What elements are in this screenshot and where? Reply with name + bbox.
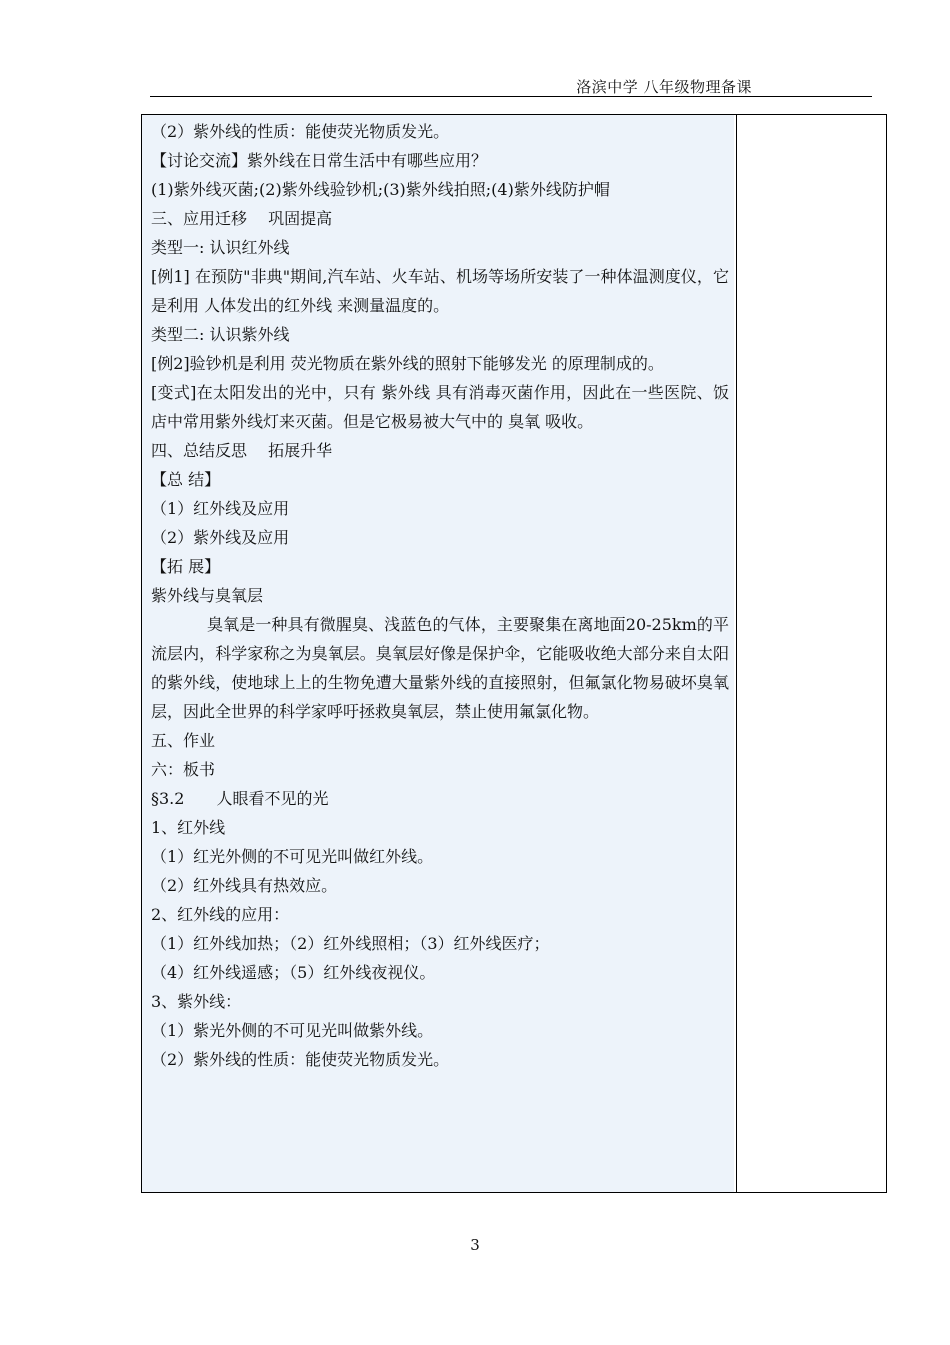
- text-line: （1）紫光外侧的不可见光叫做紫外线。: [151, 1021, 434, 1040]
- text-paragraph: (1)紫外线灭菌;(2)紫外线验钞机;(3)紫外线拍照;(4)紫外线防护帽: [151, 180, 610, 199]
- header-rule: [150, 96, 872, 97]
- text-line: 类型一: 认识红外线: [151, 238, 290, 257]
- text-line: （2）紫外线的性质：能使荧光物质发光。: [151, 122, 450, 141]
- section-heading: 五、作业: [151, 731, 216, 750]
- text-paragraph: [例1] 在预防"非典"期间,汽车站、火车站、机场等场所安装了一种体温测度仪，它是利用 人体发出的红外线 来测量温度的。: [151, 267, 729, 315]
- text-line: §3.2 人眼看不见的光: [151, 789, 329, 808]
- text-line: 紫外线与臭氧层: [151, 586, 264, 605]
- text-line: （1）红外线加热；（2）红外线照相；（3）红外线医疗；: [151, 934, 550, 953]
- text-line: （1）红外线及应用: [151, 499, 290, 518]
- text-paragraph: 臭氧是一种具有微腥臭、浅蓝色的气体，主要聚集在离地面20-25km的平流层内，科学家称之为臭氧层。臭氧层好像是保护伞，它能吸收绝大部分来自太阳的紫外线，使地球上上的生物免遭大量紫外线的直接照射，但氟氯化物易破坏臭氧层，因此全世界的科学家呼吁拯救臭氧层，禁止使用氟氯化物。: [151, 615, 729, 721]
- text-line: （4）红外线遥感；（5）红外线夜视仪。: [151, 963, 436, 982]
- lesson-content: [151, 117, 729, 1074]
- text-line: 【总 结】: [151, 470, 221, 489]
- header-title: 洛滨中学 八年级物理备课: [576, 78, 752, 96]
- text-line: 1、红外线: [151, 818, 226, 837]
- section-heading: 六：板书: [151, 760, 216, 779]
- section-heading: 四、总结反思 拓展升华: [151, 441, 333, 460]
- text-line: 类型二: 认识紫外线: [151, 325, 290, 344]
- text-line: （2）红外线具有热效应。: [151, 876, 338, 895]
- text-line: （1）红光外侧的不可见光叫做红外线。: [151, 847, 434, 866]
- text-line: 【拓 展】: [151, 557, 221, 576]
- page-number: 3: [470, 1236, 480, 1254]
- text-line: 【讨论交流】紫外线在日常生活中有哪些应用？: [151, 151, 488, 170]
- text-line: 3、紫外线：: [151, 992, 242, 1011]
- text-paragraph: [变式]在太阳发出的光中，只有 紫外线 具有消毒灭菌作用，因此在一些医院、饭店中常用紫外线灯来灭菌。但是它极易被大气中的 臭氧 吸收。: [151, 383, 729, 431]
- column-divider: [736, 114, 737, 1193]
- text-paragraph: [例2]验钞机是利用 荧光物质在紫外线的照射下能够发光 的原理制成的。: [151, 354, 664, 373]
- section-heading: 三、应用迁移 巩固提高: [151, 209, 333, 228]
- text-line: 2、红外线的应用：: [151, 905, 290, 924]
- text-line: （2）紫外线及应用: [151, 528, 290, 547]
- text-line: （2）紫外线的性质：能使荧光物质发光。: [151, 1050, 450, 1069]
